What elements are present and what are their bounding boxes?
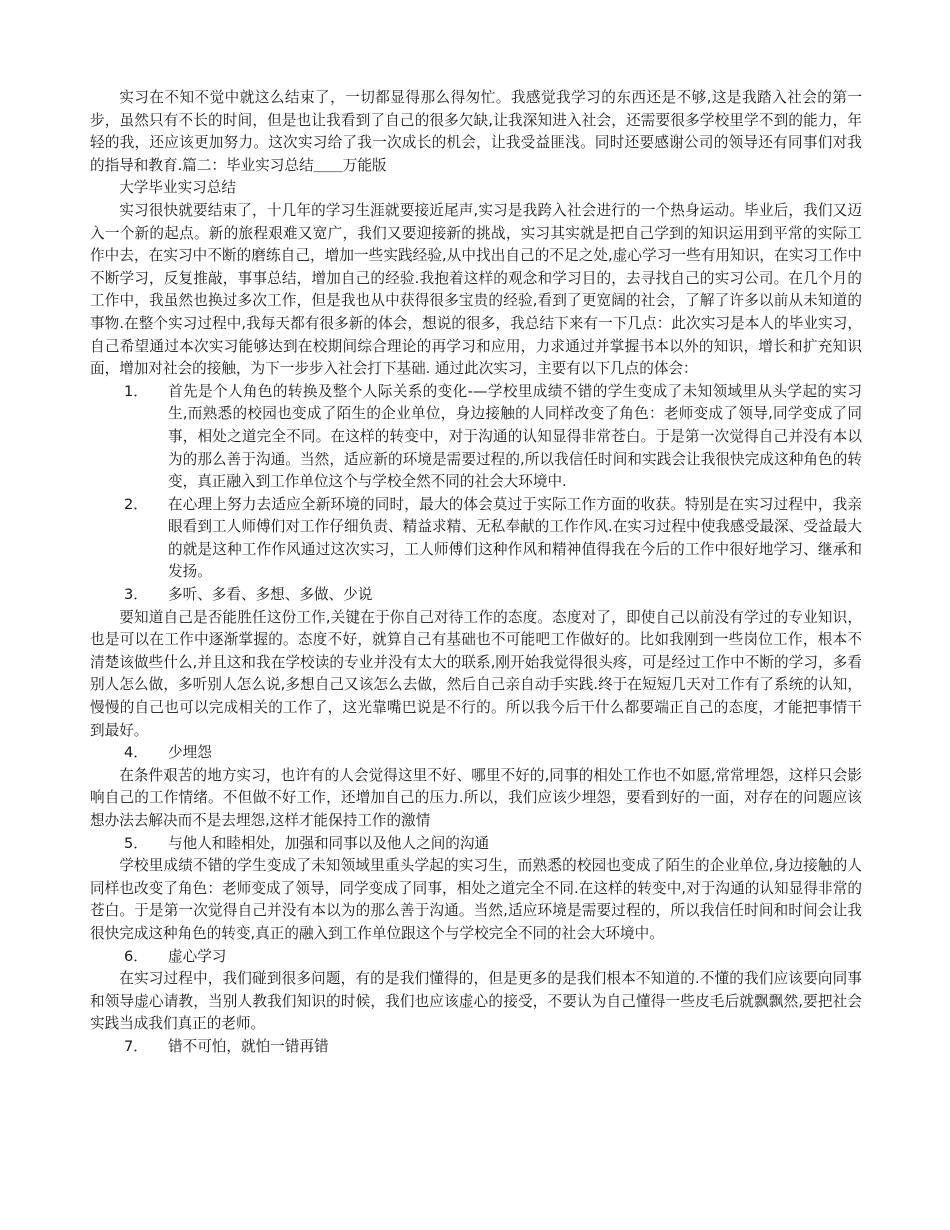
section-heading: 大学毕业实习总结 (119, 179, 236, 197)
list-item-4 (90, 742, 862, 765)
list-number: 6． (124, 947, 148, 965)
list-text: 错不可怕，就怕一错再错 (168, 1037, 329, 1055)
list-number: 3． (124, 586, 148, 604)
list-item-6 (90, 946, 862, 969)
list-number: 1． (124, 382, 148, 400)
list-text: 首先是个人角色的转换及整个人际关系的变化-—学校里成绩不错的学生变成了未知领域里从头学起的实习生,而熟悉的校园也变成了陌生的企业单位，身边接触的人同样改变了角色：老师变成了领导,同学变成了同事，相处之道完全不同。在这样的转变中，对于沟通的认知显得非常苍白。于是第一次觉得自己并没有本以为的那么善于沟通。当然，适应新的环境是需要过程的,所以我信任时间和实践会让我很快完成这种角色的转变，真正融入到工作单位这个与学校全然不同的社会大环境中. (168, 382, 862, 491)
paragraph-communication: 学校里成绩不错的学生变成了未知领域里重头学起的实习生，而熟悉的校园也变成了陌生的企业单位,身边接触的人同样也改变了角色：老师变成了领导，同学变成了同事，相处之道完全不同.在这样的转变中,对于沟通的认知显得非常的苍白。于是第一次觉得自己并没有本以为的那么善于沟通。当然,适应环境是需要过程的，所以我信任时间和时间会让我很快完成这种角色的转变,真正的融入到工作单位跟这个与学校完全不同的社会大环境中。 (90, 857, 862, 942)
list-item-1 (90, 381, 862, 494)
list-item-3 (90, 584, 862, 607)
paragraph-learning: 在实习过程中，我们碰到很多问题，有的是我们懂得的，但是更多的是我们根本不知道的.不懂的我们应该要向同事和领导虚心请教，当别人教我们知识的时候，我们也应该虚心的接受，不要认为自己懂得一些皮毛后就飘飘然,要把社会实践当成我们真正的老师。 (90, 970, 862, 1033)
paragraph-attitude: 要知道自己是否能胜任这份工作,关键在于你自己对待工作的态度。态度对了，即使自己以前没有学过的专业知识，也是可以在工作中逐渐掌握的。态度不好，就算自己有基础也不可能吧工作做好的。比如我刚到一些岗位工作，根本不清楚该做些什么,并且这和我在学校读的专业并没有太大的联系,刚开始我觉得很头疼，可是经过工作中不断的学习，多看别人怎么做，多听别人怎么说,多想自己又该怎么去做，然后自己亲自动手实践.终于在短短几天对工作有了系统的认知，慢慢的自己也可以完成相关的工作了，这光靠嘴巴说是不行的。所以我今后干什么都要端正自己的态度，才能把事情干到最好。 (90, 608, 862, 739)
list-number: 7． (124, 1037, 148, 1055)
list-text: 多听、多看、多想、多做、少说 (168, 586, 373, 604)
list-number: 2． (124, 495, 148, 513)
list-text: 与他人和睦相处，加强和同事以及他人之间的沟通 (168, 834, 490, 852)
list-item-2 (90, 494, 862, 584)
list-text: 在心理上努力去适应全新环境的同时，最大的体会莫过于实际工作方面的收获。特别是在实习过程中，我亲眼看到工人师傅们对工作仔细负责、精益求精、无私奉献的工作作风.在实习过程中使我感受最深、受益最大的就是这种工作作风通过这次实习，工人师傅们这种作风和精神值得我在今后的工作中很好地学习、继承和发扬。 (168, 495, 862, 581)
list-text: 虚心学习 (168, 947, 227, 965)
list-number: 4． (124, 744, 148, 762)
list-number: 5． (124, 834, 148, 852)
paragraph-intro: 实习在不知不觉中就这么结束了，一切都显得那么得匆忙。我感觉我学习的东西还是不够,这是我踏入社会的第一步，虽然只有不长的时间，但是也让我看到了自己的很多欠缺,让我深知进入社会，还需要很多学校里学不到的能力，年轻的我，还应该更加努力。这次实习给了我一次成长的机会，让我受益匪浅。同时还要感谢公司的领导还有同事们对我的指导和教育.篇二：毕业实习总结＿＿万能版 (90, 89, 862, 174)
paragraph-summary: 实习很快就要结束了，十几年的学习生涯就要接近尾声,实习是我跨入社会进行的一个热身运动。毕业后，我们又迈入一个新的起点。新的旅程艰难又宽广，我们又要迎接新的挑战，实习其实就是把自己学到的知识运用到平常的实际工作中去，在实习中不断的磨练自己，增加一些实践经验,从中找出自己的不足之处,虚心学习一些有用知识，在实习工作中不断学习，反复推敲，事事总结，增加自己的经验.我抱着这样的观念和学习目的，去寻找自己的实习公司。在几个月的工作中，我虽然也换过多次工作，但是我也从中获得很多宝贵的经验,看到了更宽阔的社会，了解了许多以前从未知道的事物.在整个实习过程中,我每天都有很多新的体会，想说的很多，我总结下来有一下几点：此次实习是本人的毕业实习，自己希望通过本次实习能够达到在校期间综合理论的再学习和应用，力求通过并掌握书本以外的知识，增长和扩充知识面，增加对社会的接触，为下一步步入社会打下基础. 通过此次实习，主要有以下几点的体会： (90, 201, 862, 378)
paragraph-complain: 在条件艰苦的地方实习，也许有的人会觉得这里不好、哪里不好的,同事的相处工作也不如愿,常常埋怨，这样只会影响自己的工作情绪。不但做不好工作，还增加自己的压力.所以，我们应该少埋怨，要看到好的一面，对存在的问题应该想办法去解决而不是去埋怨,这样才能保持工作的激情 (90, 766, 862, 829)
list-text: 少埋怨 (168, 744, 212, 762)
document-page (90, 87, 862, 1059)
list-item-5 (90, 833, 862, 856)
list-item-7 (90, 1036, 862, 1059)
